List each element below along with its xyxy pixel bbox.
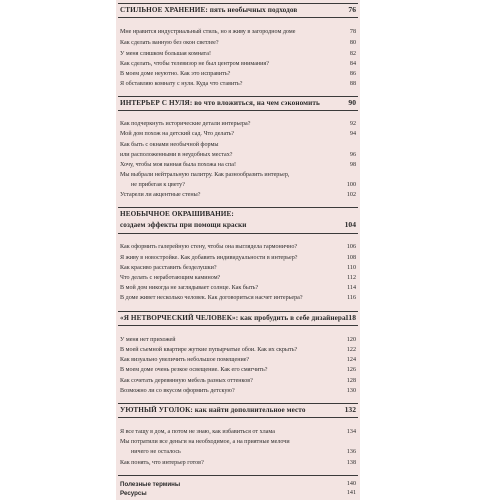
toc-page-number: 80 [349, 40, 356, 46]
toc-item[interactable]: Как быть с окнами необычной формы [120, 142, 219, 148]
section-rule [118, 110, 358, 111]
section-rule [118, 207, 358, 208]
toc-page-number: 126 [346, 367, 356, 373]
toc-page-number: 124 [346, 357, 356, 363]
section-page: 90 [348, 98, 356, 107]
toc-item[interactable]: Как понять, что интерьер готов? [120, 460, 204, 466]
section-rule [118, 17, 358, 18]
toc-page-number: 130 [346, 388, 356, 394]
footer-rule [118, 475, 358, 476]
toc-page-number: 88 [349, 81, 356, 87]
toc-item[interactable]: В моем доме неуютно. Как это исправить? [120, 71, 231, 77]
toc-page-number: 140 [346, 481, 356, 487]
toc-page-number: 128 [346, 378, 356, 384]
toc-item[interactable]: Как визуально увеличить небольшое помещение? [120, 357, 250, 363]
glossary-link[interactable]: Полезные термины [120, 481, 181, 488]
toc-item[interactable]: Как сделать, чтобы телевизор не был центром внимания? [120, 61, 269, 67]
toc-page-number: 110 [347, 265, 356, 271]
toc-page-number: 122 [346, 347, 356, 353]
toc-item[interactable]: Как красиво расставить безделушки? [120, 265, 217, 271]
toc-item[interactable]: Устарели ли акцентные стены? [120, 192, 201, 198]
toc-page-number: 138 [346, 460, 356, 466]
resources-link[interactable]: Ресурсы [120, 490, 147, 497]
toc-page-number: 98 [349, 162, 356, 168]
toc-item[interactable]: Я живу в новостройке. Как добавить индивидуальности в интерьер? [120, 255, 298, 261]
section-rule [118, 96, 358, 97]
section-rule [118, 403, 358, 404]
toc-page-number: 102 [346, 192, 356, 198]
toc-page-number: 116 [347, 295, 356, 301]
toc-item[interactable]: Мне нравится индустриальный стиль, но я живу в загородном доме [120, 29, 296, 35]
toc-item[interactable]: Как оформить галерейную стену, чтобы она выглядела гармонично? [120, 244, 298, 250]
section-subtitle: создаем эффекты при помощи краски [120, 221, 247, 229]
toc-item[interactable]: В моем доме очень резкое освещение. Как его смягчить? [120, 367, 268, 373]
toc-page-number: 84 [349, 61, 356, 67]
toc-item[interactable]: не прибегая к цвету? [131, 182, 185, 188]
toc-page-number: 114 [347, 285, 356, 291]
toc-item[interactable]: В моей съемной квартире жуткие пупырчатые обои. Как их скрыть? [120, 347, 298, 353]
toc-page-number: 78 [349, 29, 356, 35]
toc-page-number: 120 [346, 337, 356, 343]
section-title: «Я НЕТВОРЧЕСКИЙ ЧЕЛОВЕК»: как пробудить в себе дизайнера [120, 314, 346, 322]
toc-item[interactable]: В мой дом никогда не заглядывает солнце. Как быть? [120, 285, 259, 291]
toc-page-number: 92 [349, 121, 356, 127]
toc-item[interactable]: Хочу, чтобы моя ванная была похожа на спа! [120, 162, 236, 168]
section-page: 118 [345, 313, 356, 322]
toc-item[interactable]: Как сделать ванную без окон светлее? [120, 40, 219, 46]
toc-item[interactable]: Мой дом похож на детский сад. Что делать? [120, 131, 235, 137]
section-rule [118, 311, 358, 312]
toc-page-number: 134 [346, 429, 356, 435]
section-page: 132 [344, 405, 356, 414]
section-rule [118, 417, 358, 418]
toc-item[interactable]: или расположенными в неудобных местах? [120, 152, 233, 158]
toc-item[interactable]: В доме живет несколько человек. Как договориться насчет интерьера? [120, 295, 303, 301]
section-title: ИНТЕРЬЕР С НУЛЯ: во что вложиться, на чем сэкономить [120, 99, 320, 107]
toc-page-number: 94 [349, 131, 356, 137]
toc-item[interactable]: Что делать с неработающим камином? [120, 275, 221, 281]
section-title: СТИЛЬНОЕ ХРАНЕНИЕ: пять необычных подходов [120, 6, 298, 14]
toc-item[interactable]: Мы выбрали нейтральную палитру. Как разнообразить интерьер, [120, 172, 290, 178]
section-title: УЮТНЫЙ УГОЛОК: как найти дополнительное место [120, 406, 306, 414]
toc-page-number: 141 [346, 490, 356, 496]
toc-item[interactable]: Возможно ли со вкусом оформить детскую? [120, 388, 235, 394]
toc-page-number: 108 [346, 255, 356, 261]
toc-page-number: 100 [346, 182, 356, 188]
toc-item[interactable]: Я все тащу в дом, а потом не знаю, как избавиться от хлама [120, 429, 275, 435]
toc-item[interactable]: Я обставляю комнату с нуля. Куда что ставить? [120, 81, 243, 87]
section-rule [118, 233, 358, 234]
toc-item[interactable]: У меня слишком большая комната! [120, 51, 211, 57]
toc-page-number: 136 [346, 449, 356, 455]
section-title: НЕОБЫЧНОЕ ОКРАШИВАНИЕ: [120, 210, 234, 218]
toc-item[interactable]: У меня нет прихожей [120, 337, 176, 343]
toc-page-number: 96 [349, 152, 356, 158]
top-rule [118, 3, 358, 4]
section-rule [118, 325, 358, 326]
toc-page-number: 82 [349, 51, 356, 57]
section-page: 76 [348, 5, 356, 14]
toc-item[interactable]: Как подчеркнуть исторические детали интерьера? [120, 121, 251, 127]
toc-item[interactable]: Как сочетать деревянную мебель разных оттенков? [120, 378, 253, 384]
toc-item[interactable]: ничего не осталось [131, 449, 181, 455]
section-page: 104 [344, 220, 356, 229]
toc-page-number: 86 [349, 71, 356, 77]
toc-page-number: 106 [346, 244, 356, 250]
toc-item[interactable]: Мы потратили все деньги на необходимое, а на приятные мелочи [120, 439, 290, 445]
toc-page-number: 112 [347, 275, 356, 281]
